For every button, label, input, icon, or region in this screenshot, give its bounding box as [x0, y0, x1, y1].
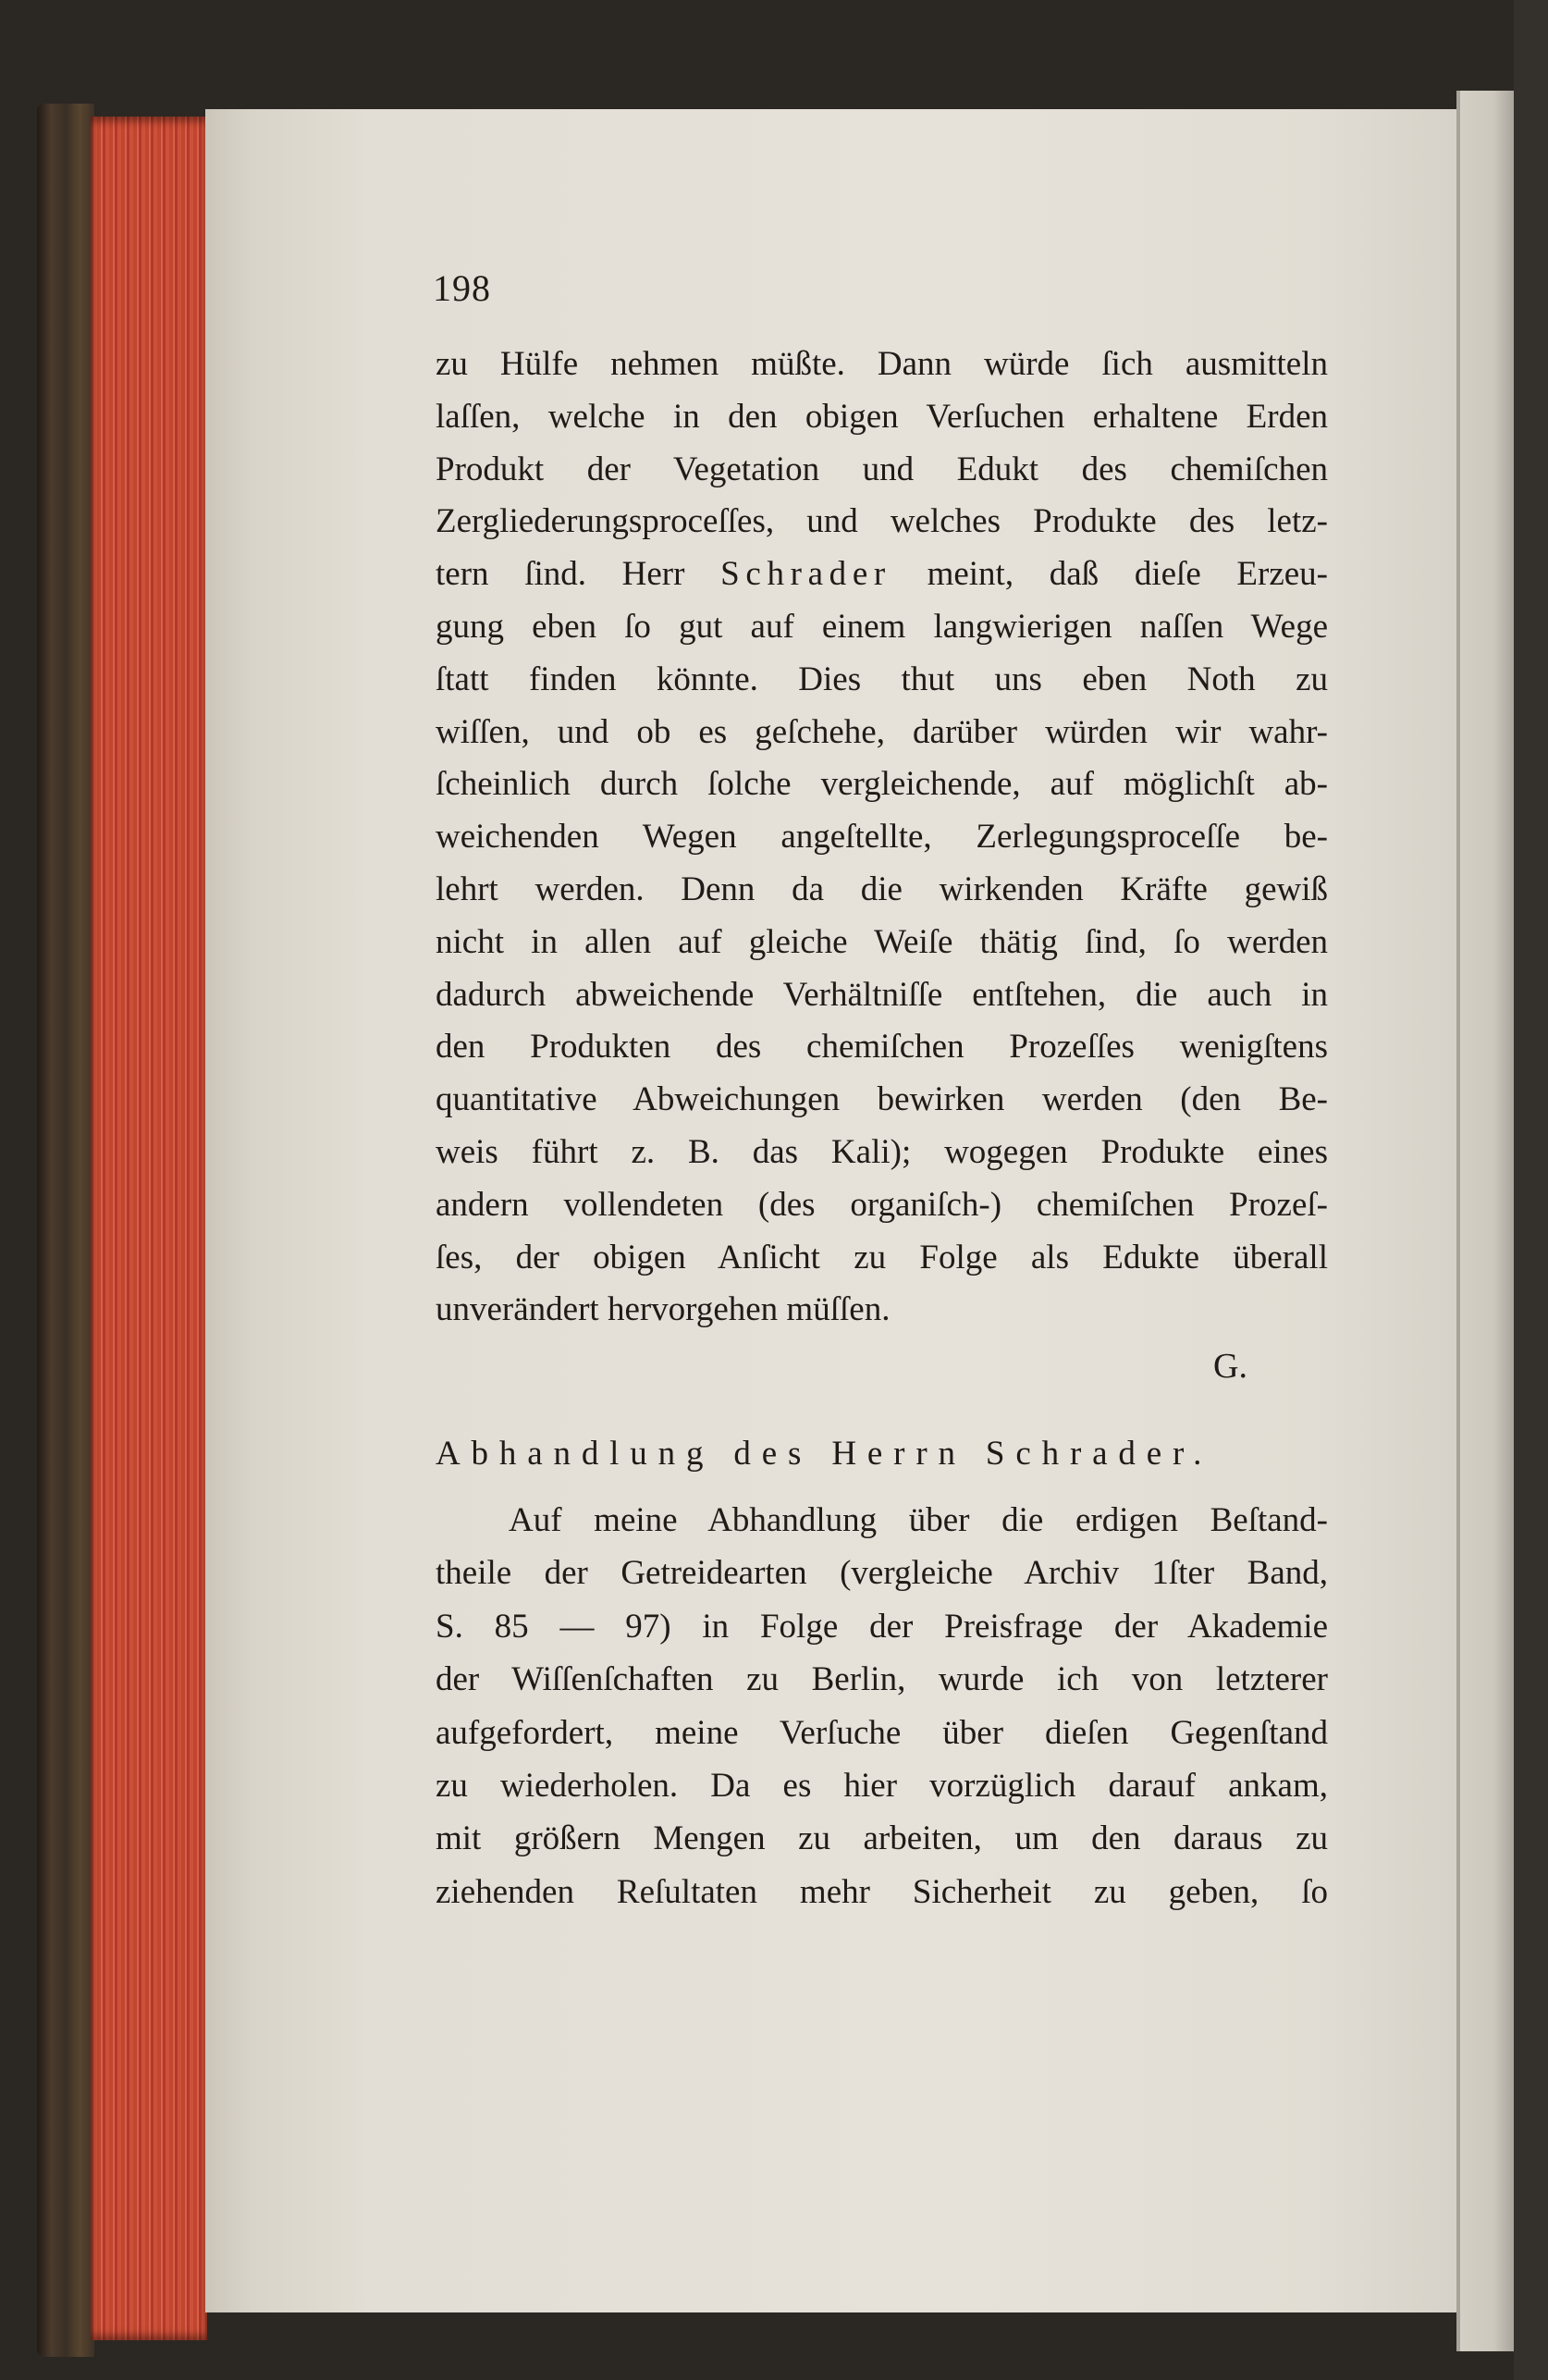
emphasized-name: Schrader	[720, 555, 891, 594]
text-line	[436, 1127, 1328, 1179]
text-line-content	[436, 391, 1328, 444]
text-line-content	[436, 758, 1328, 811]
text-line-content	[436, 549, 1328, 601]
line-text: Produkt der Vegetation und Edukt des chemiſchen	[436, 450, 1328, 488]
text-line	[436, 1074, 1328, 1127]
paragraph-continued	[436, 339, 1328, 1337]
line-text: aufgefordert, meine Verſuche über dieſen Gegenſtand	[436, 1713, 1328, 1752]
line-text: andern vollendeten (des organiſch-) chemiſchen Prozeſ-	[436, 1185, 1328, 1224]
line-text: den Produkten des chemiſchen Prozeſſes wenigſtens	[436, 1028, 1328, 1067]
text-line-content	[436, 969, 1328, 1022]
text-line	[436, 654, 1328, 707]
line-text: zu wiederholen. Da es hier vorzüglich darauf ankam,	[436, 1767, 1328, 1806]
text-line-content	[436, 654, 1328, 707]
text-line	[436, 811, 1328, 864]
text-line	[436, 917, 1328, 969]
line-text: wiſſen, und ob es geſchehe, darüber würden wir wahr-	[436, 712, 1328, 751]
text-line-content	[436, 1074, 1328, 1127]
book-page	[205, 109, 1456, 2312]
text-line-content	[436, 1653, 1328, 1706]
line-text: nicht in allen auf gleiche Weiſe thätig ſind, ſo werden	[436, 922, 1328, 961]
text-line	[436, 864, 1328, 917]
text-line-content	[436, 1547, 1328, 1599]
text-line	[436, 1179, 1328, 1232]
text-line	[436, 707, 1328, 759]
text-line	[436, 758, 1328, 811]
text-line	[436, 1653, 1328, 1706]
page-number: 198	[433, 267, 491, 309]
text-line	[436, 1759, 1328, 1812]
line-text: mit größern Mengen zu arbeiten, um den daraus zu	[436, 1819, 1328, 1858]
text-line	[436, 1284, 1328, 1337]
line-text: weichenden Wegen angeſtellte, Zerlegungsproceſſe be-	[436, 818, 1328, 857]
line-text: laſſen, welche in den obigen Verſuchen erhaltene Erden	[436, 397, 1328, 436]
line-text: Auf meine Abhandlung über die erdigen Beſtand-	[509, 1501, 1328, 1539]
text-line-content	[436, 1707, 1328, 1759]
text-line	[436, 1021, 1328, 1074]
text-line-content	[436, 1232, 1328, 1285]
text-line-content	[436, 707, 1328, 759]
line-text: weis führt z. B. das Kali); wogegen Produkte eines	[436, 1132, 1328, 1171]
line-text: ſes, der obigen Anſicht zu Folge als Edukte überall	[436, 1238, 1328, 1276]
text-line-content	[436, 601, 1328, 654]
scan-background-right	[1514, 0, 1548, 2380]
line-text: ſtatt finden könnte. Dies thut uns eben Noth zu	[436, 660, 1328, 698]
text-line-content	[436, 339, 1328, 391]
line-text: der Wiſſenſchaften zu Berlin, wurde ich von letzterer	[436, 1660, 1328, 1699]
text-line-content	[436, 496, 1328, 549]
text-line-content	[436, 1812, 1328, 1865]
text-line-content	[436, 1021, 1328, 1074]
text-line	[436, 969, 1328, 1022]
section-heading: Abhandlung des Herrn Schrader.	[436, 1435, 1213, 1473]
line-text: S. 85 — 97) in Folge der Preisfrage der Akademie	[436, 1607, 1328, 1646]
line-text: lehrt werden. Denn da die wirkenden Kräfte gewiß	[436, 869, 1328, 908]
text-line-content	[436, 1759, 1328, 1812]
red-page-edges	[91, 117, 207, 2340]
text-line-content	[436, 917, 1328, 969]
book-spine	[37, 104, 94, 2357]
line-text: gung eben ſo gut auf einem langwierigen naſſen Wege	[436, 607, 1328, 646]
text-line	[436, 1494, 1328, 1547]
text-line-content	[436, 1600, 1328, 1653]
text-line-content	[436, 1127, 1328, 1179]
text-line-content	[436, 1284, 890, 1337]
paragraph-new-section	[436, 1494, 1328, 1918]
text-line	[436, 1547, 1328, 1599]
line-text: ſcheinlich durch ſolche vergleichende, auf möglichſt ab-	[436, 765, 1328, 804]
text-line-content	[436, 444, 1328, 497]
facing-page-edge	[1456, 91, 1514, 2351]
text-line	[436, 444, 1328, 497]
line-text: ziehenden Reſultaten mehr Sicherheit zu geben, ſo	[436, 1872, 1328, 1911]
line-text: theile der Getreidearten (vergleiche Archiv 1ſter Band,	[436, 1554, 1328, 1593]
line-text: zu Hülfe nehmen müßte. Dann würde ſich ausmitteln	[436, 345, 1328, 383]
text-line	[436, 549, 1328, 601]
text-line	[436, 1812, 1328, 1865]
text-line-content	[509, 1494, 1328, 1547]
line-text: quantitative Abweichungen bewirken werden (den Be-	[436, 1080, 1328, 1119]
line-text: Zergliederungsproceſſes, und welches Produkte des letz-	[436, 502, 1328, 541]
line-text: meint, daß dieſe Erzeu-	[891, 555, 1328, 594]
text-line	[436, 391, 1328, 444]
text-line-content	[436, 811, 1328, 864]
text-line	[436, 601, 1328, 654]
line-text: tern ſind. Herr	[436, 555, 721, 594]
text-line	[436, 339, 1328, 391]
text-line-content	[436, 1866, 1328, 1918]
text-line	[436, 1232, 1328, 1285]
text-line	[436, 1866, 1328, 1918]
text-line-content	[436, 1179, 1328, 1232]
line-text: unverändert hervorgehen müſſen.	[436, 1290, 891, 1329]
text-line	[436, 496, 1328, 549]
text-line-content	[436, 864, 1328, 917]
text-line	[436, 1707, 1328, 1759]
line-text: dadurch abweichende Verhältniſſe entſtehen, die auch in	[436, 975, 1328, 1014]
author-signature: G.	[1213, 1347, 1247, 1386]
text-line	[436, 1600, 1328, 1653]
